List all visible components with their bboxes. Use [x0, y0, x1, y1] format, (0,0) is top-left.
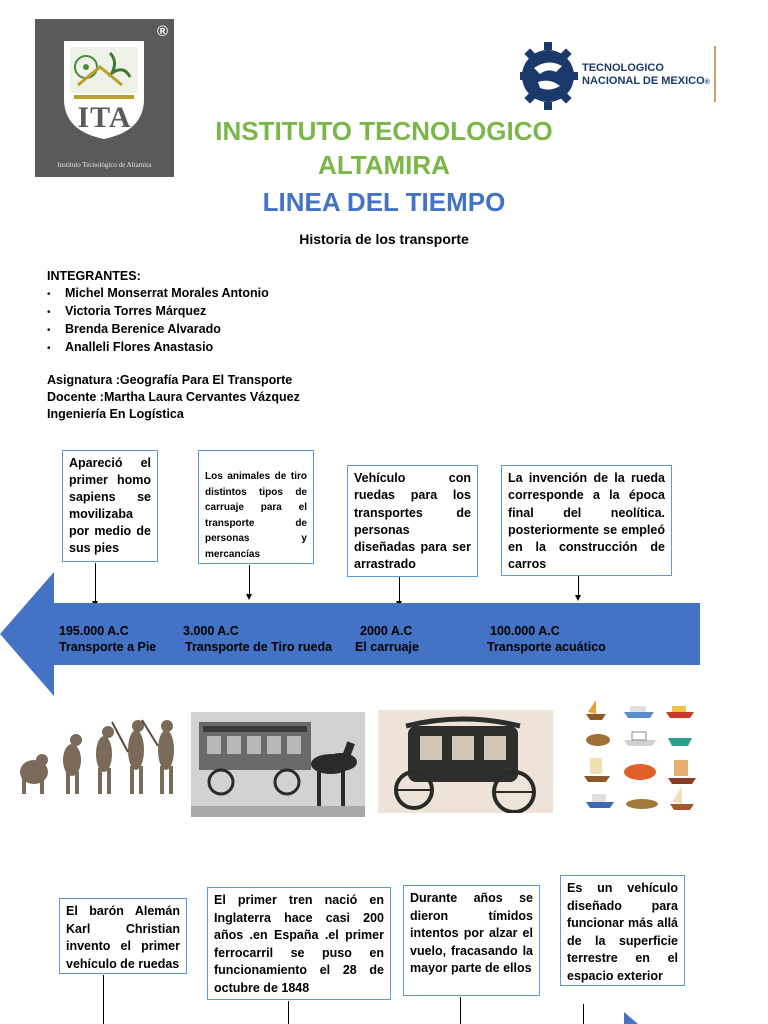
ita-wordmark: ITA	[77, 101, 132, 134]
tecnm-text	[582, 62, 710, 89]
member-item: • Analleli Flores Anastasio	[47, 339, 269, 357]
title-line2: ALTAMIRA	[318, 150, 450, 180]
timeline-label: Transporte acuático	[487, 640, 606, 654]
member-list	[47, 285, 269, 357]
connector-line	[460, 997, 461, 1024]
timeline-label: Transporte a Pie	[59, 640, 157, 654]
member-item: • Victoria Torres Márquez	[47, 303, 269, 321]
timeline-date: 100.000 A.C	[490, 624, 560, 638]
event-box-top: Los animales de tiro distintos tipos de carruaje para el transporte de personas y mercancías	[198, 450, 314, 564]
bottom-timeline-arrow-tip	[624, 1012, 638, 1024]
timeline-date: 3.000 A.C	[183, 624, 239, 638]
timeline-point	[487, 623, 606, 655]
teacher: Docente :Martha Laura Cervantes Vázquez	[47, 390, 300, 404]
subject: Asignatura :Geografía Para El Transporte	[47, 373, 293, 387]
event-box-bottom: El barón Alemán Karl Christian invento el primer vehículo de ruedas	[59, 898, 187, 974]
registered-mark: ®	[156, 23, 168, 40]
eagle-gear-logo-icon	[520, 38, 578, 114]
event-box-bottom: El primer tren nació en Inglaterra hace casi 200 años .en España .el primer ferrocarril se puso en funcionamiento el 28 de octubre de 1848	[207, 887, 391, 1000]
tecnm-divider	[714, 46, 716, 102]
horse-tram-image	[191, 712, 365, 817]
timeline-label: El carruaje	[355, 640, 419, 654]
tecnm-line1: TECNOLOGICO	[582, 62, 664, 74]
program: Ingeniería En Logística	[47, 407, 184, 421]
event-box-bottom: Durante años se dieron tímidos intentos por alzar el vuelo, fracasando la mayor parte de ellos	[403, 885, 540, 996]
member-item: • Brenda Berenice Alvarado	[47, 321, 269, 339]
boats-image	[580, 698, 700, 816]
ita-caption: Instituto Tecnológico de Altamira	[57, 161, 152, 169]
connector-line	[288, 1001, 289, 1024]
timeline-point	[183, 623, 332, 655]
human-evolution-image	[12, 712, 182, 798]
event-box-top: Vehículo con ruedas para los transportes de personas diseñadas para ser arrastrado	[347, 465, 478, 577]
event-box-top: La invención de la rueda corresponde a la época final del neolítica. posteriormente se empleó en la construcción de carros	[501, 465, 672, 576]
carriage-image	[378, 710, 553, 813]
team-heading: INTEGRANTES:	[47, 269, 141, 283]
timeline-point	[355, 623, 419, 655]
connector-line	[583, 1004, 584, 1024]
course-info	[47, 372, 300, 423]
institute-title	[0, 116, 768, 180]
tecnm-registered: ®	[704, 79, 710, 86]
connector-line	[103, 975, 104, 1024]
timeline-title: LINEA DEL TIEMPO	[262, 187, 506, 217]
subtitle: Historia de los transporte	[299, 231, 469, 247]
timeline-date: 2000 A.C	[360, 624, 413, 638]
timeline-date: 195.000 A.C	[59, 624, 129, 638]
member-item: • Michel Monserrat Morales Antonio	[47, 285, 269, 303]
event-box-top: Apareció el primer homo sapiens se movilizaba por medio de sus pies	[62, 450, 158, 562]
timeline-label: Transporte de Tiro rueda	[185, 640, 333, 654]
timeline-point	[59, 623, 156, 655]
title-line1: INSTITUTO TECNOLOGICO	[215, 116, 553, 146]
event-box-bottom: Es un vehículo diseñado para funcionar más allá de la superficie terrestre en el espacio exterior	[560, 875, 685, 986]
tecnm-logo	[520, 38, 720, 114]
team-section	[47, 268, 269, 357]
tecnm-line2: NACIONAL DE MEXICO	[582, 75, 705, 87]
